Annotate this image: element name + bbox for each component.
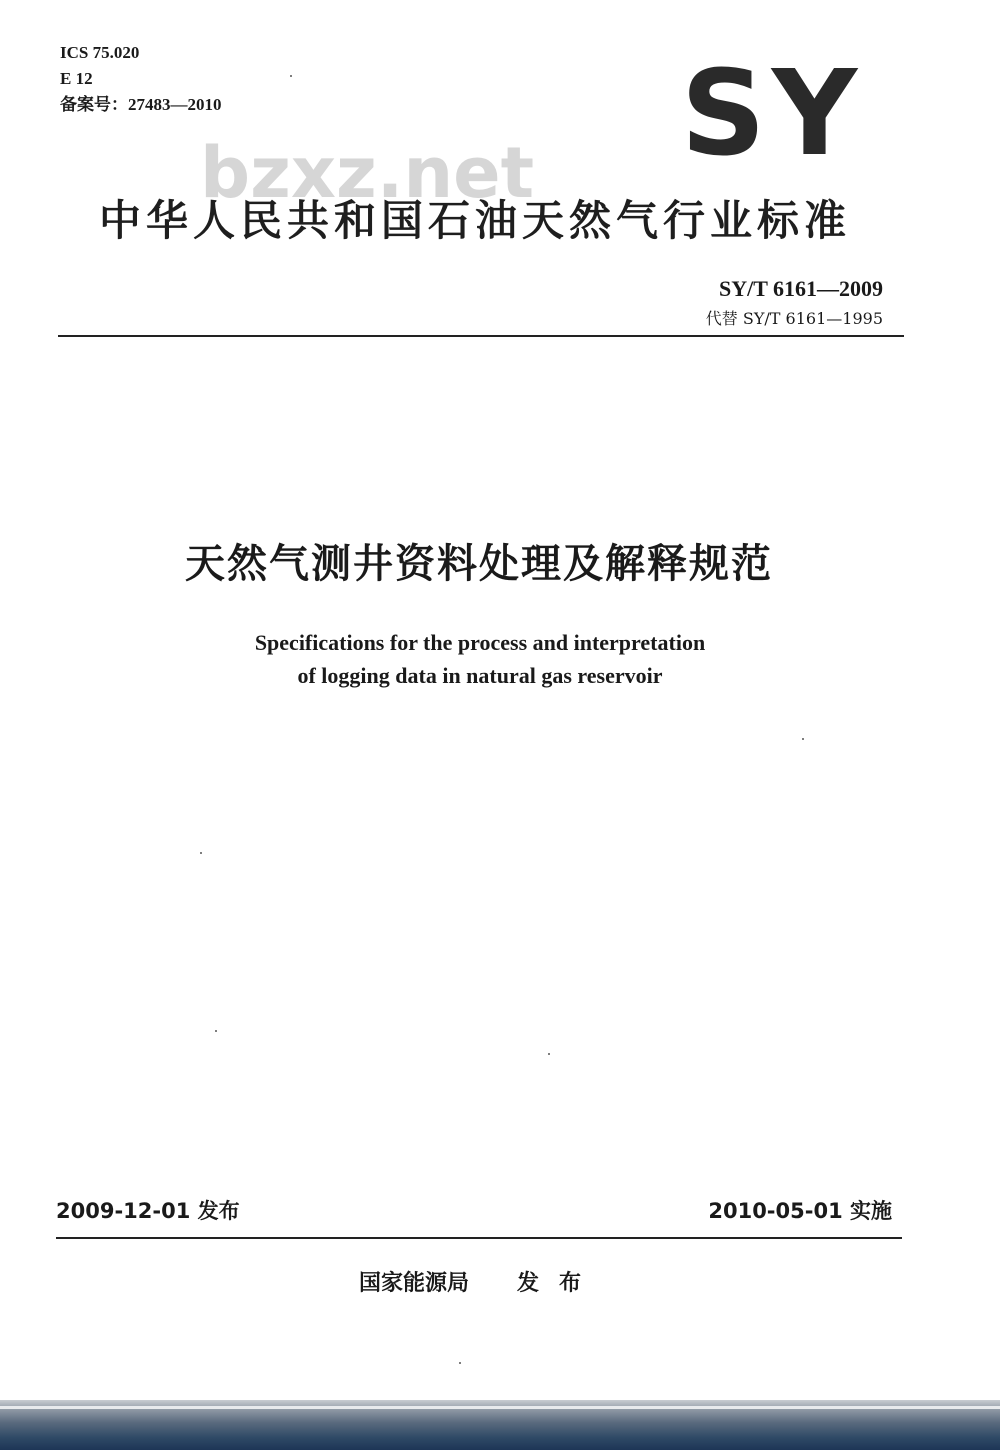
watermark: bzxz.net [200,132,535,214]
industry-standard-title: 中华人民共和国石油天然气行业标准 [98,196,851,245]
scan-speck [215,1030,217,1032]
issue-verb: 发布 [517,1271,602,1296]
ics-code: ICS 75.020 [60,43,140,62]
issue-date: 2009-12-01 发布 [56,1199,240,1223]
record-number: 备案号：27483—2010 [60,95,222,114]
page-edge-highlight [0,1406,1000,1409]
footer-divider [56,1237,902,1239]
english-title-line1: Specifications for the process and interpretation [254,630,706,655]
issuer-line [0,1266,960,1297]
scan-speck [548,1053,550,1055]
standard-number: SY/T 6161—2009 [718,276,883,301]
scan-speck [200,852,202,854]
document-title-chinese: 天然气测井资料处理及解释规范 [185,541,773,587]
sy-logo: SY [680,44,864,182]
category-code: E 12 [60,69,93,88]
implementation-date: 2010-05-01 实施 [708,1199,892,1223]
english-title-line2: of logging data in natural gas reservoir [297,663,663,688]
document-metadata [60,40,222,118]
replaces-standard: 代替 SY/T 6161—1995 [705,309,883,328]
issuing-organization: 国家能源局 [358,1271,469,1296]
document-title-english [0,626,960,692]
header-divider [58,335,904,337]
scan-speck [290,75,292,77]
scan-speck [459,1362,461,1364]
scan-speck [802,738,804,740]
